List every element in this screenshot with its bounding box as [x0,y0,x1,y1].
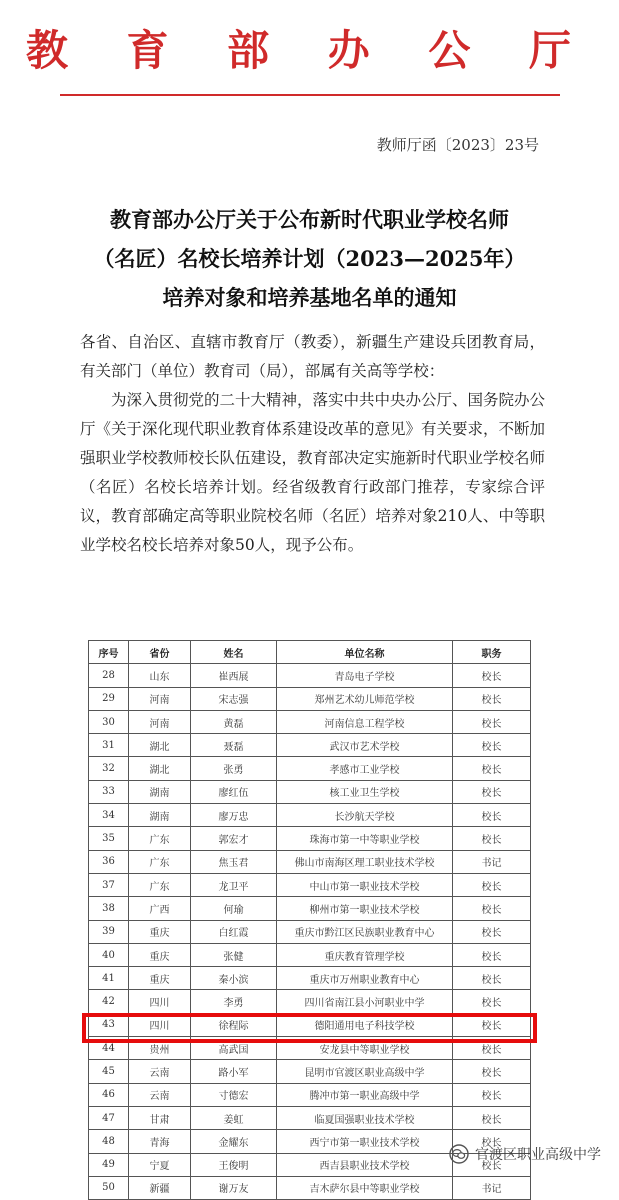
table-row [89,757,531,780]
cell-province: 广西 [129,897,191,920]
masthead-divider [60,94,560,96]
cell-province: 四川 [129,1013,191,1036]
cell-province: 河南 [129,710,191,733]
cell-position: 校长 [453,1083,531,1106]
cell-name: 廖红伍 [191,780,277,803]
table-row [89,967,531,990]
name-list-table [88,640,531,1200]
notice-body [80,328,545,560]
cell-unit: 腾冲市第一职业高级中学 [277,1083,453,1106]
table-header-row [89,641,531,664]
cell-province: 湖北 [129,757,191,780]
document-number: 教师厅函〔2023〕23号 [376,136,539,154]
cell-position: 校长 [453,990,531,1013]
cell-position: 校长 [453,920,531,943]
title-line-1: 教育部办公厅关于公布新时代职业学校名师 [110,207,509,232]
cell-unit: 德阳通用电子科技学校 [277,1013,453,1036]
cell-position: 校长 [453,1106,531,1129]
cell-index: 39 [89,920,129,943]
office-masthead: 教 育 部 办 公 厅 [25,26,594,75]
cell-position: 校长 [453,757,531,780]
table-row [89,827,531,850]
cell-unit: 佛山市南海区理工职业技术学校 [277,850,453,873]
cell-unit: 重庆市黔江区民族职业教育中心 [277,920,453,943]
cell-unit: 珠海市第一中等职业学校 [277,827,453,850]
cell-unit: 西吉县职业技术学校 [277,1153,453,1176]
table-row [89,873,531,896]
table-row [89,710,531,733]
cell-index: 34 [89,804,129,827]
table-row [89,943,531,966]
cell-unit: 青岛电子学校 [277,664,453,687]
cell-province: 湖南 [129,780,191,803]
table-row [89,804,531,827]
cell-unit: 河南信息工程学校 [277,710,453,733]
cell-unit: 郑州艺术幼儿师范学校 [277,687,453,710]
cell-province: 河南 [129,687,191,710]
cell-name: 宋志强 [191,687,277,710]
wechat-icon [449,1144,469,1164]
cell-index: 29 [89,687,129,710]
cell-name: 郭宏才 [191,827,277,850]
cell-name: 秦小滨 [191,967,277,990]
cell-index: 44 [89,1037,129,1060]
cell-index: 48 [89,1130,129,1153]
cell-unit: 重庆市万州职业教育中心 [277,967,453,990]
cell-unit: 临夏国强职业技术学校 [277,1106,453,1129]
cell-index: 30 [89,710,129,733]
table-body [89,664,531,1200]
title-line-3: 培养对象和培养基地名单的通知 [162,285,457,310]
cell-province: 广东 [129,873,191,896]
cell-index: 37 [89,873,129,896]
cell-index: 50 [89,1176,129,1199]
table-row [89,1083,531,1106]
cell-unit: 柳州市第一职业技术学校 [277,897,453,920]
cell-index: 43 [89,1013,129,1036]
cell-province: 宁夏 [129,1153,191,1176]
cell-province: 云南 [129,1060,191,1083]
table-row [89,1106,531,1129]
cell-unit: 中山市第一职业技术学校 [277,873,453,896]
cell-index: 46 [89,1083,129,1106]
cell-position: 校长 [453,1060,531,1083]
cell-unit: 安龙县中等职业学校 [277,1037,453,1060]
cell-province: 湖南 [129,804,191,827]
cell-index: 38 [89,897,129,920]
cell-position: 书记 [453,1176,531,1199]
cell-name: 焦玉君 [191,850,277,873]
cell-province: 山东 [129,664,191,687]
cell-index: 36 [89,850,129,873]
header-unit: 单位名称 [277,641,453,664]
wechat-watermark [449,1144,601,1164]
table-row [89,897,531,920]
cell-name: 聂磊 [191,734,277,757]
cell-name: 廖万忠 [191,804,277,827]
cell-province: 重庆 [129,943,191,966]
cell-unit: 四川省南江县小河职业中学 [277,990,453,1013]
cell-index: 35 [89,827,129,850]
header-index: 序号 [89,641,129,664]
cell-position: 校长 [453,827,531,850]
table-row [89,734,531,757]
cell-position: 校长 [453,943,531,966]
cell-name: 金耀东 [191,1130,277,1153]
cell-unit: 重庆教育管理学校 [277,943,453,966]
cell-name: 路小军 [191,1060,277,1083]
cell-province: 甘肃 [129,1106,191,1129]
notice-title [40,200,579,317]
table-row [89,990,531,1013]
cell-province: 新疆 [129,1176,191,1199]
cell-position: 校长 [453,873,531,896]
cell-name: 王俊明 [191,1153,277,1176]
cell-province: 湖北 [129,734,191,757]
cell-index: 42 [89,990,129,1013]
name-list-table-wrapper [88,640,530,1200]
cell-position: 校长 [453,710,531,733]
cell-province: 广东 [129,827,191,850]
cell-name: 李勇 [191,990,277,1013]
cell-name: 徐程际 [191,1013,277,1036]
cell-index: 33 [89,780,129,803]
cell-name: 姜虹 [191,1106,277,1129]
table-row [89,1060,531,1083]
cell-position: 校长 [453,1153,531,1176]
cell-position: 校长 [453,780,531,803]
cell-index: 31 [89,734,129,757]
cell-province: 重庆 [129,920,191,943]
cell-position: 校长 [453,1130,531,1153]
cell-unit: 长沙航天学校 [277,804,453,827]
cell-name: 张勇 [191,757,277,780]
cell-unit: 吉木萨尔县中等职业学校 [277,1176,453,1199]
cell-name: 黄磊 [191,710,277,733]
table-row [89,1176,531,1199]
cell-name: 张健 [191,943,277,966]
cell-unit: 昆明市官渡区职业高级中学 [277,1060,453,1083]
cell-index: 28 [89,664,129,687]
cell-index: 47 [89,1106,129,1129]
cell-name: 何瑜 [191,897,277,920]
cell-position: 书记 [453,850,531,873]
cell-position: 校长 [453,1037,531,1060]
cell-index: 41 [89,967,129,990]
header-name: 姓名 [191,641,277,664]
cell-unit: 核工业卫生学校 [277,780,453,803]
cell-index: 32 [89,757,129,780]
title-line-2: （名匠）名校长培养计划（2023—2025年） [93,246,526,271]
cell-name: 龙卫平 [191,873,277,896]
cell-unit: 西宁市第一职业技术学校 [277,1130,453,1153]
cell-province: 四川 [129,990,191,1013]
cell-name: 谢万友 [191,1176,277,1199]
table-row [89,850,531,873]
header-province: 省份 [129,641,191,664]
cell-name: 白红霞 [191,920,277,943]
salutation: 各省、自治区、直辖市教育厅（教委），新疆生产建设兵团教育局，有关部门（单位）教育司（局），部属有关高等学校： [80,333,545,380]
cell-unit: 武汉市艺术学校 [277,734,453,757]
header-position: 职务 [453,641,531,664]
cell-position: 校长 [453,967,531,990]
cell-position: 校长 [453,897,531,920]
cell-position: 校长 [453,734,531,757]
table-row [89,780,531,803]
table-row [89,664,531,687]
cell-position: 校长 [453,687,531,710]
cell-name: 高武国 [191,1037,277,1060]
cell-index: 49 [89,1153,129,1176]
cell-province: 云南 [129,1083,191,1106]
cell-name: 崔西展 [191,664,277,687]
cell-province: 青海 [129,1130,191,1153]
cell-index: 40 [89,943,129,966]
cell-province: 广东 [129,850,191,873]
highlight-box-row-45 [82,1013,537,1043]
table-row [89,687,531,710]
cell-position: 校长 [453,804,531,827]
cell-unit: 孝感市工业学校 [277,757,453,780]
cell-position: 校长 [453,664,531,687]
cell-name: 寸德宏 [191,1083,277,1106]
cell-index: 45 [89,1060,129,1083]
body-paragraph: 为深入贯彻党的二十大精神，落实中共中央办公厅、国务院办公厅《关于深化现代职业教育体系建设改革的意见》有关要求，不断加强职业学校教师校长队伍建设，教育部决定实施新时代职业学校名师（名匠）名校长培养计划。经省级教育行政部门推荐，专家综合评议，教育部确定高等职业院校名师（名匠）培养对象210人、中等职业学校名校长培养对象50人，现予公布。 [80,391,546,554]
cell-province: 重庆 [129,967,191,990]
cell-position: 校长 [453,1013,531,1036]
cell-province: 贵州 [129,1037,191,1060]
watermark-text: 官渡区职业高级中学 [475,1147,601,1163]
table-row [89,920,531,943]
